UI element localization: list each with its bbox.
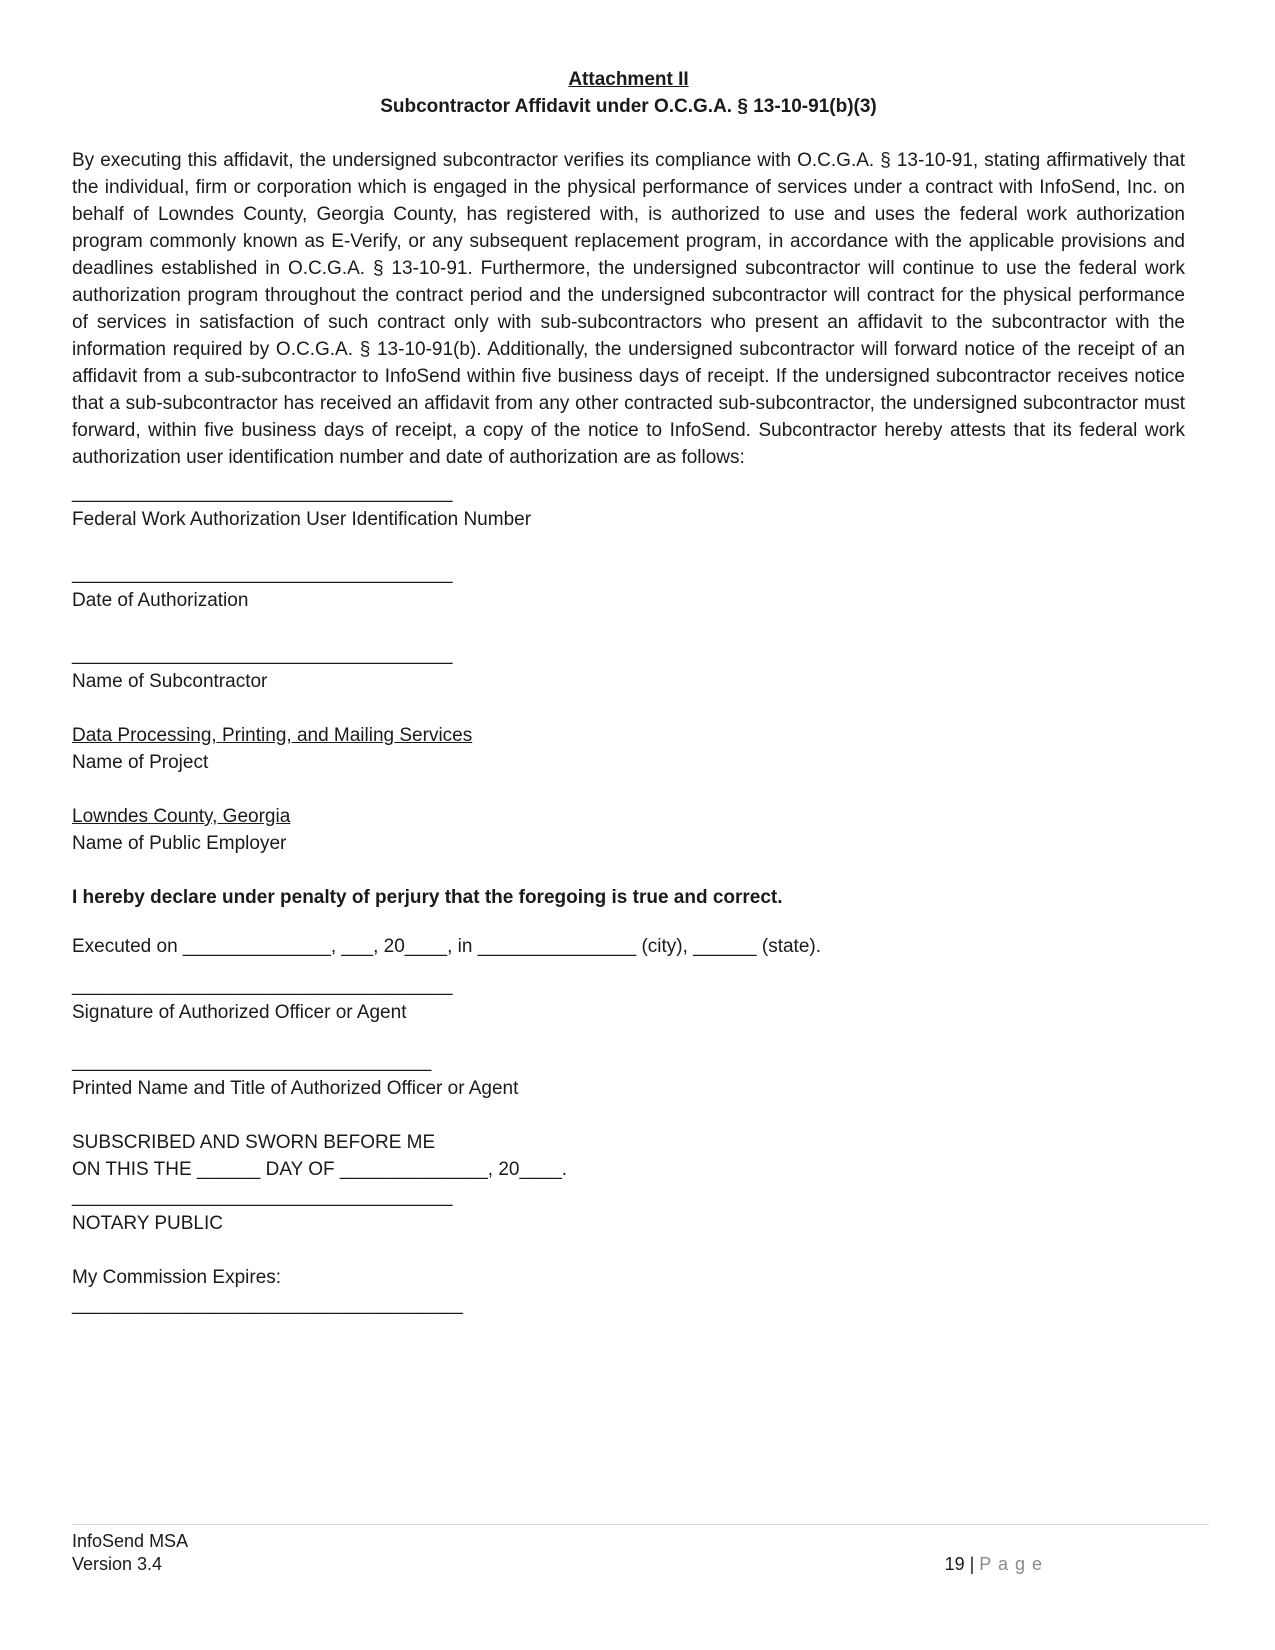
commission-expires-label: My Commission Expires: [72,1267,282,1288]
execution-line: Executed on ______________, ___, 20____, in _______________ (city), ______ (state). [72,936,821,957]
subcontractor-name-field-group [72,641,1185,695]
project-name-value: Data Processing, Printing, and Mailing Services [72,725,473,746]
public-employer-label: Name of Public Employer [72,833,287,854]
signature-blank-line: ____________________________________ [72,975,453,996]
sworn-statement-line-2: ON THIS THE ______ DAY OF ______________, 20____. [72,1159,568,1180]
date-of-authorization-blank-line: ____________________________________ [72,563,453,584]
public-employer-field-group [72,803,1185,857]
footer-version: Version 3.4 [72,1554,163,1574]
commission-expires-blank-line: _____________________________________ [72,1294,463,1315]
printed-name-field-group [72,1048,1185,1102]
date-of-authorization-label: Date of Authorization [72,590,249,611]
attachment-title: Attachment II [568,69,689,90]
page-footer [72,1524,1209,1576]
public-employer-value: Lowndes County, Georgia [72,806,291,827]
fed-work-auth-label: Federal Work Authorization User Identification Number [72,509,532,530]
signature-field-group [72,972,1185,1026]
date-of-authorization-field-group [72,560,1185,614]
affidavit-subtitle: Subcontractor Affidavit under O.C.G.A. § 13-10-91(b)(3) [380,96,877,117]
signature-label: Signature of Authorized Officer or Agent [72,1002,407,1023]
page-word: P a g e [979,1554,1043,1574]
subcontractor-name-label: Name of Subcontractor [72,671,268,692]
notary-public-label: NOTARY PUBLIC [72,1213,223,1234]
perjury-declaration: I hereby declare under penalty of perjury that the foregoing is true and correct. [72,887,783,908]
notary-signature-blank-line: ____________________________________ [72,1186,453,1207]
project-name-label: Name of Project [72,752,209,773]
fed-work-auth-blank-line: ____________________________________ [72,482,453,503]
footer-document-name: InfoSend MSA [72,1531,189,1551]
page-number-separator: | [964,1554,980,1574]
fed-work-auth-field-group [72,479,1185,533]
subcontractor-name-blank-line: ____________________________________ [72,644,453,665]
sworn-statement-line-1: SUBSCRIBED AND SWORN BEFORE ME [72,1132,436,1153]
affidavit-body-paragraph: By executing this affidavit, the undersigned subcontractor verifies its compliance with O.C.G.A. § 13-10-91, stating affirmatively that the individual, firm or corporation which is engaged in the physical performance of services under a contract with InfoSend, Inc. on behalf of Lowndes County, Georgia County, has registered with, is authorized to use and uses the federal work authorization program commonly known as E-Verify, or any subsequent replacement program, in accordance with the applicable provisions and deadlines established in O.C.G.A. § 13-10-91. Furthermore, the undersigned subcontractor will continue to use the federal work authorization program throughout the contract period and the undersigned subcontractor will contract for the physical performance of services in satisfaction of such contract only with sub-subcontractors who present an affidavit to the subcontractor with the information required by O.C.G.A. § 13-10-91(b). Additionally, the undersigned subcontractor will forward notice of the receipt of an affidavit from a sub-subcontractor to InfoSend within five business days of receipt. If the undersigned subcontractor receives notice that a sub-subcontractor has received an affidavit from any other contracted sub-subcontractor, the undersigned subcontractor must forward, within five business days of receipt, a copy of the notice to InfoSend. Subcontractor hereby attests that its federal work authorization user identification number and date of authorization are as follows: [72,150,1185,468]
page-number [945,1553,1043,1576]
printed-name-blank-line: __________________________________ [72,1051,432,1072]
page-number-value: 19 [944,1554,965,1574]
project-name-field-group [72,722,1185,776]
printed-name-label: Printed Name and Title of Authorized Officer or Agent [72,1078,519,1099]
notary-sworn-block [72,1129,1185,1237]
